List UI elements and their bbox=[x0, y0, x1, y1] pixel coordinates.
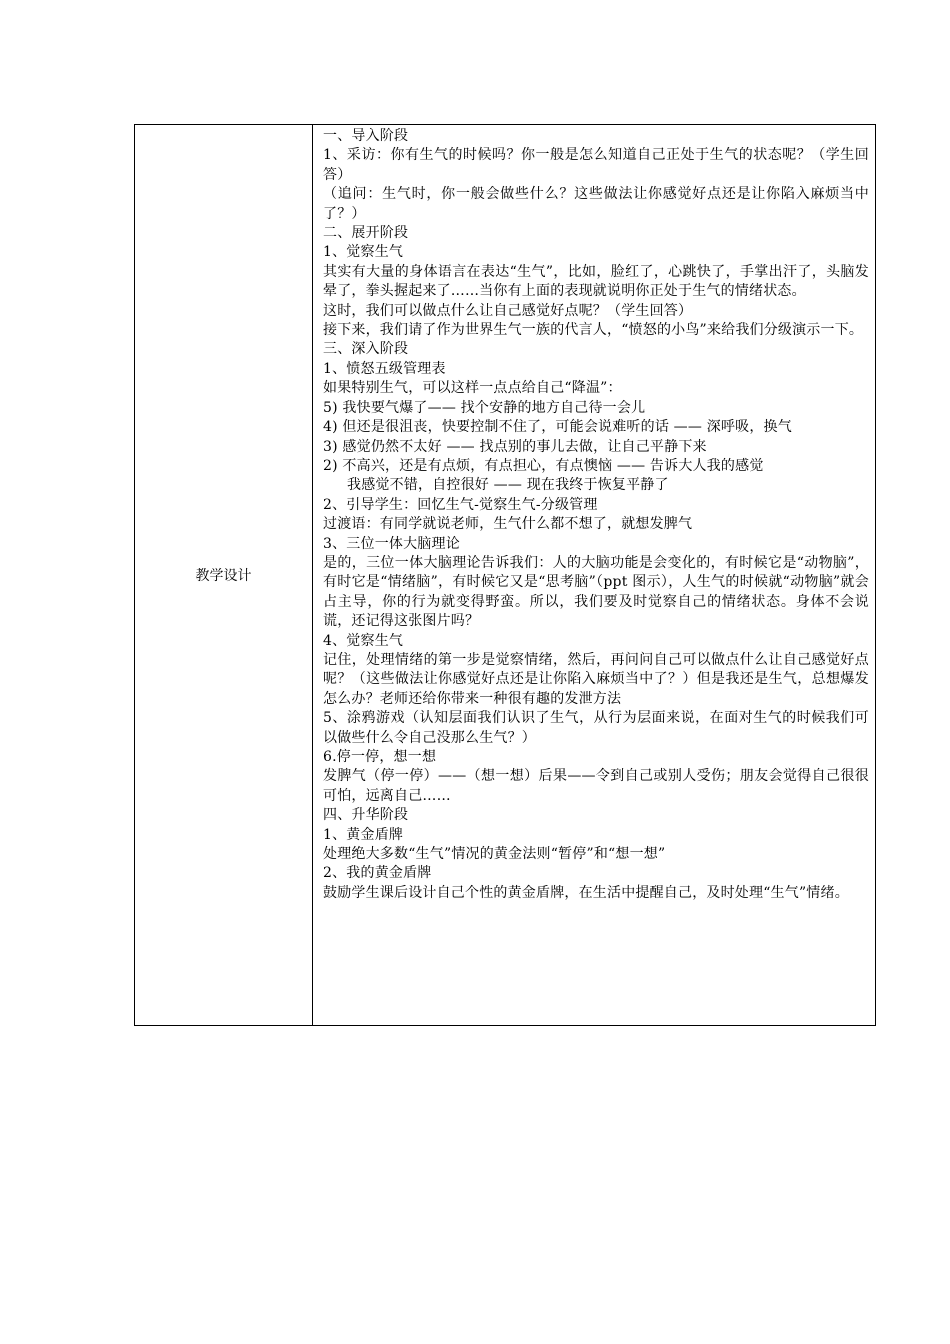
anger-level-item: 我感觉不错，自控很好 —— 现在我终于恢复平静了 bbox=[347, 477, 669, 494]
stage-heading: 三、深入阶段 bbox=[323, 341, 409, 358]
paragraph: 如果特别生气，可以这样一点点给自己“降温”： bbox=[323, 380, 622, 397]
paragraph: 发脾气（停一停）——（想一想）后果——令到自己或别人受伤；朋友会觉得自己很很可怕，远离自己…… bbox=[323, 768, 869, 804]
stage-heading: 一、导入阶段 bbox=[323, 128, 409, 144]
step-heading: 1、觉察生气 bbox=[323, 244, 404, 261]
step-heading: 3、三位一体大脑理论 bbox=[323, 535, 460, 552]
stage-heading: 二、展开阶段 bbox=[323, 225, 409, 242]
step-heading: 1、愤怒五级管理表 bbox=[323, 360, 446, 377]
paragraph: 1、采访：你有生气的时候吗？你一般是怎么知道自己正处于生气的状态呢？（学生回答） bbox=[323, 147, 869, 183]
anger-level-item: 5) 我快要气爆了—— 找个安静的地方自己待一会儿 bbox=[323, 399, 646, 416]
paragraph: 过渡语：有同学就说老师，生气什么都不想了，就想发脾气 bbox=[323, 516, 693, 533]
paragraph: 接下来，我们请了作为世界生气一族的代言人，“愤怒的小鸟”来给我们分级演示一下。 bbox=[323, 322, 864, 339]
paragraph: 5、涂鸦游戏（认知层面我们认识了生气，从行为层面来说，在面对生气的时候我们可以做些什么令自己没那么生气？） bbox=[323, 710, 869, 746]
section-label-cell bbox=[135, 125, 313, 1025]
paragraph: 记住，处理情绪的第一步是觉察情绪，然后，再问问自己可以做点什么让自己感觉好点呢？（这些做法让你感觉好点还是让你陷入麻烦当中了？）但是我还是生气，总想爆发怎么办？老师还给你带来一种很有趣的发泄方法 bbox=[323, 651, 869, 707]
paragraph: 这时，我们可以做点什么让自己感觉好点呢？（学生回答） bbox=[323, 302, 693, 319]
stage-heading: 四、升华阶段 bbox=[323, 807, 409, 824]
anger-level-item: 4) 但还是很沮丧，快要控制不住了，可能会说难听的话 —— 深呼吸，换气 bbox=[323, 419, 792, 436]
step-heading: 2、我的黄金盾牌 bbox=[323, 865, 432, 882]
lesson-content-cell bbox=[313, 125, 875, 1025]
paragraph: 处理绝大多数“生气”情况的黄金法则“暂停”和“想一想” bbox=[323, 846, 666, 863]
anger-level-item: 2) 不高兴，还是有点烦，有点担心，有点懊恼 —— 告诉大人我的感觉 bbox=[323, 457, 764, 474]
step-heading: 1、黄金盾牌 bbox=[323, 826, 404, 843]
paragraph: 是的，三位一体大脑理论告诉我们：人的大脑功能是会变化的，有时候它是“动物脑”，有时它是“情绪脑”，有时候它又是“思考脑”（ppt 图示），人生气的时候就“动物脑”就会占主导，你的行为就变得野蛮。所以，我们要及时觉察自己的情绪状态。身体不会说谎，还记得这张图片吗？ bbox=[323, 554, 869, 630]
anger-level-item: 3) 感觉仍然不太好 —— 找点别的事儿去做，让自己平静下来 bbox=[323, 438, 707, 455]
step-heading: 2、引导学生：回忆生气-觉察生气-分级管理 bbox=[323, 496, 598, 513]
paragraph: （追问：生气时，你一般会做些什么？这些做法让你感觉好点还是让你陷入麻烦当中了？） bbox=[323, 186, 869, 222]
lesson-design-table bbox=[134, 124, 876, 1026]
step-heading: 6.停一停，想一想 bbox=[323, 749, 437, 765]
paragraph: 鼓励学生课后设计自己个性的黄金盾牌，在生活中提醒自己，及时处理“生气”情绪。 bbox=[323, 884, 849, 901]
section-label: 教学设计 bbox=[195, 568, 252, 584]
step-heading: 4、觉察生气 bbox=[323, 632, 404, 649]
paragraph: 其实有大量的身体语言在表达“生气”，比如，脸红了，心跳快了，手掌出汗了，头脑发晕了，拳头握起来了……当你有上面的表现就说明你正处于生气的情绪状态。 bbox=[323, 263, 869, 300]
